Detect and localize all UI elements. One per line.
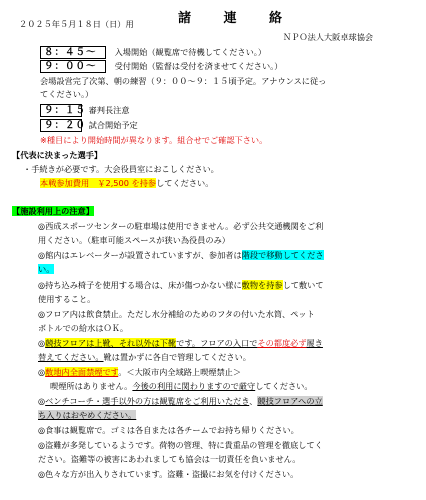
mat-highlight: 敷物を持参	[241, 280, 283, 290]
schedule-text: 受付開始（監督は受付を済ませてください。）	[114, 61, 283, 71]
note-line: ◎西成スポーツセンターの駐車場は使用できません。必ず公共交通機関をご利	[38, 221, 324, 231]
no-smoking-highlight: 敷地内全面禁煙です	[45, 367, 119, 377]
fee-suffix: してください。	[156, 178, 214, 188]
org-name: ＮＰＯ法人大阪卓球協会	[283, 32, 374, 42]
reps-fee-line	[40, 178, 213, 189]
schedule-row	[40, 46, 266, 59]
note-line: 使用すること。	[38, 294, 96, 304]
date-label: ２０２５年５月１８日（日）用	[19, 19, 134, 29]
schedule-row	[40, 104, 130, 117]
time-box: ９：１５	[40, 104, 82, 117]
no-entry-highlight: 競技フロアへの立	[257, 396, 323, 406]
fee-highlight: 本戦参加費用 ￥2,500 を持参	[40, 178, 157, 188]
note-text: ◎持ち込み椅子を使用する場合は、床が傷つかない様に	[38, 280, 242, 290]
schedule-text: 審判長注意	[88, 105, 130, 115]
warning-text: ※種目により開始時間が異なります。組合せでご確認下さい。	[40, 135, 268, 145]
note-line: ボトルでの給水はＯＫ。	[38, 323, 129, 333]
schedule-text: 試合開始予定	[88, 120, 138, 130]
note-text: です。フロアの入口で	[176, 338, 258, 348]
stairs-highlight: 階段で移動してくださ	[241, 250, 324, 260]
time-box: ９：２０	[40, 119, 82, 132]
reps-line: ・手続きが必要です。大会役員室におこしください。	[23, 164, 219, 174]
note-text: 、	[249, 396, 258, 406]
time-box: ９：００～	[40, 60, 106, 73]
note-line	[38, 396, 323, 407]
note-line	[50, 381, 313, 392]
note-line: ださい。盗難等の被害にあわれましても協会は一切責任を負いません。	[38, 454, 301, 464]
shoes-highlight: 競技フロアは上靴、それ以外は下靴	[45, 338, 177, 348]
shoes-red-text: その都度必ず	[257, 338, 307, 348]
note-line: ◎色々な方が出入りされています。盗難・盗撮にお気を付けください。	[38, 469, 299, 479]
note-line	[38, 410, 136, 421]
section-heading	[12, 206, 94, 217]
note-text: ベンチコーチ・選手以外の方は観覧席をご利用いただき	[45, 396, 250, 406]
note-line: ◎フロア内は飲食禁止。ただし水分補給のためのフタの付いた水筒、ペット	[38, 309, 315, 319]
note-line: ◎盗難が多発しているようです。荷物の管理、特に貴重品の管理を徹底してく	[38, 440, 323, 450]
venue-note-line: てください。）	[40, 89, 94, 99]
note-text: 履き	[306, 338, 323, 348]
note-line	[38, 367, 241, 378]
schedule-row	[40, 60, 282, 73]
note-text: して敷いて	[282, 280, 324, 290]
note-line	[38, 264, 54, 275]
note-line	[38, 280, 324, 291]
note-text: ◎	[38, 367, 46, 377]
note-text: 替えてください。	[38, 352, 104, 362]
note-text: ◎	[38, 338, 46, 348]
note-line	[38, 250, 324, 261]
page-title: 諸 連 絡	[178, 11, 297, 26]
note-line	[38, 338, 323, 349]
schedule-text: 入場開始（観覧席で待機してください。）	[114, 47, 267, 57]
time-box: ８：４５～	[40, 46, 106, 59]
note-line: ◎食事は観覧席で。ゴミは各自または各チームでお持ち帰りください。	[38, 425, 299, 435]
no-entry-highlight: ち入りはおやめください。	[38, 410, 137, 420]
note-text: 。＜大阪市内全域路上喫煙禁止＞	[118, 367, 242, 377]
note-line	[38, 352, 251, 363]
note-text: 今後の利用に関わりますので厳守	[132, 381, 256, 391]
note-line: 用ください。（駐車可能スペースが狭い為役員のみ）	[38, 235, 230, 245]
stairs-highlight: い。	[38, 264, 55, 274]
note-text: ◎	[38, 396, 46, 406]
note-text: してください。	[255, 381, 313, 391]
facility-heading: 【施設利用上の注意】	[12, 206, 94, 216]
venue-note-line: 会場設営完了次第、朝の練習（９：００～９：１５頃予定。アナウンスに従っ	[40, 76, 327, 86]
section-heading: 【代表に決まった選手】	[12, 150, 103, 160]
note-text: 喫煙所はありません。	[50, 381, 133, 391]
note-text: 靴は置かずに各自で管理してください。	[103, 352, 251, 362]
note-text: ◎館内はエレベーターが設置されていますが、参加者は	[38, 250, 242, 260]
schedule-row	[40, 119, 138, 132]
